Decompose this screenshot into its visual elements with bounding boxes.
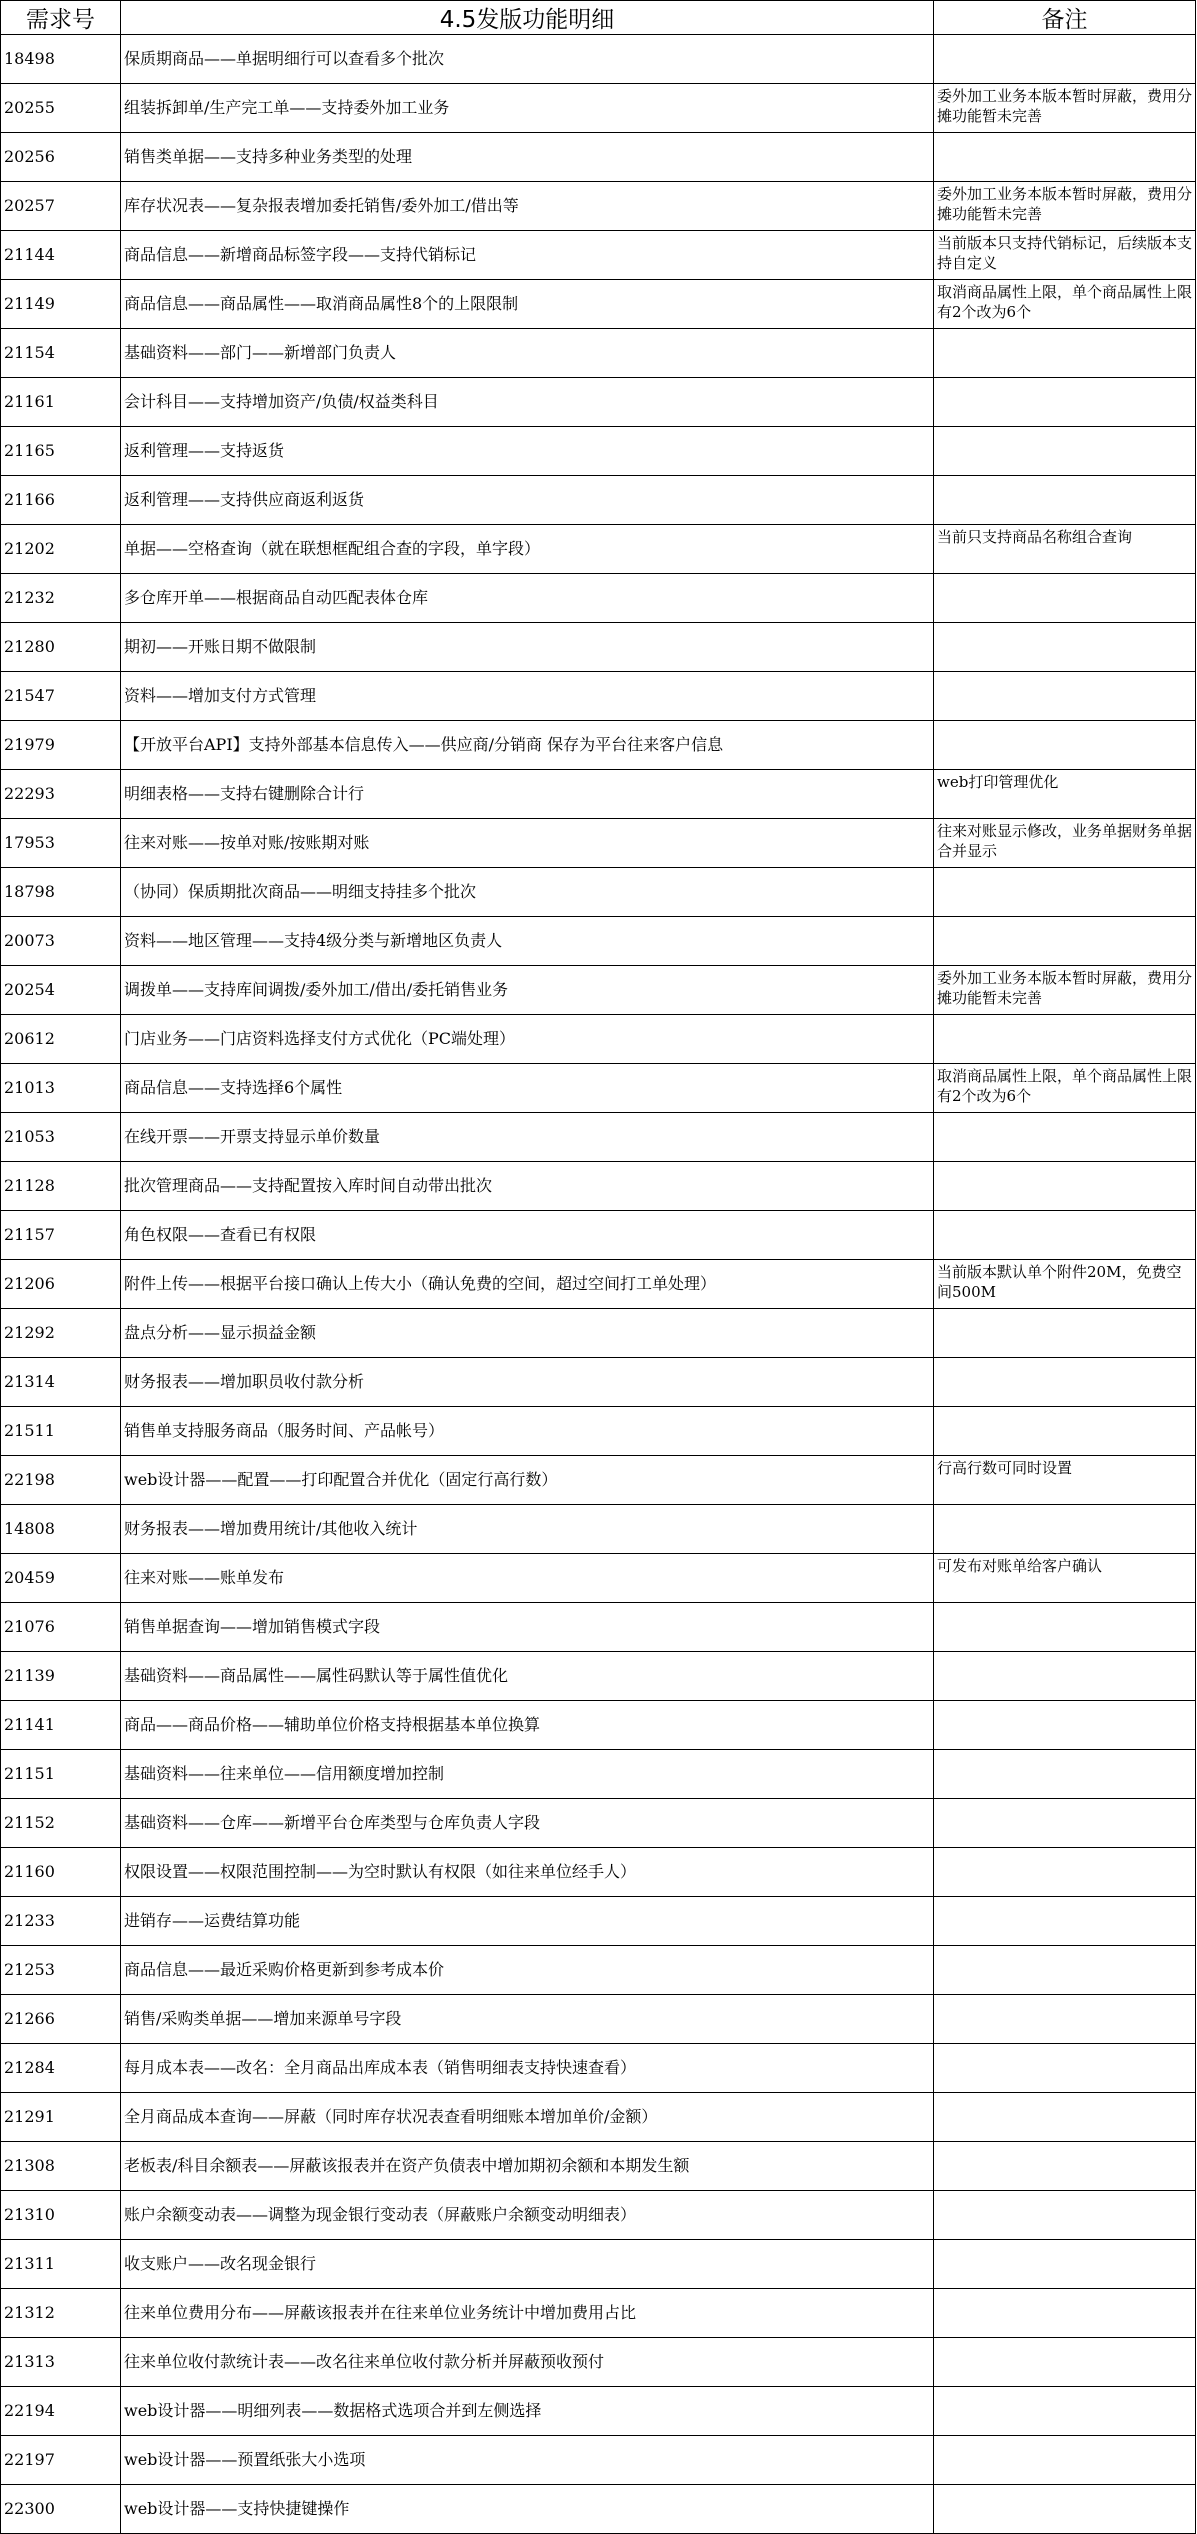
cell-id: 21013 bbox=[1, 1064, 121, 1113]
table-row bbox=[1, 1701, 1196, 1750]
cell-feature: 账户余额变动表——调整为现金银行变动表（屏蔽账户余额变动明细表） bbox=[121, 2191, 934, 2240]
cell-id: 20256 bbox=[1, 133, 121, 182]
cell-feature: web设计器——明细列表——数据格式选项合并到左侧选择 bbox=[121, 2387, 934, 2436]
cell-feature: 附件上传——根据平台接口确认上传大小（确认免费的空间，超过空间打工单处理） bbox=[121, 1260, 934, 1309]
cell-id: 20255 bbox=[1, 84, 121, 133]
cell-feature: 财务报表——增加职员收付款分析 bbox=[121, 1358, 934, 1407]
cell-feature: 全月商品成本查询——屏蔽（同时库存状况表查看明细账本增加单价/金额） bbox=[121, 2093, 934, 2142]
cell-id: 21151 bbox=[1, 1750, 121, 1799]
table-row bbox=[1, 476, 1196, 525]
table-row bbox=[1, 1848, 1196, 1897]
table-row bbox=[1, 1897, 1196, 1946]
cell-id: 22293 bbox=[1, 770, 121, 819]
cell-note: 行高行数可同时设置 bbox=[934, 1456, 1196, 1505]
cell-note bbox=[934, 2485, 1196, 2534]
cell-id: 21128 bbox=[1, 1162, 121, 1211]
cell-feature: 进销存——运费结算功能 bbox=[121, 1897, 934, 1946]
cell-feature: 资料——增加支付方式管理 bbox=[121, 672, 934, 721]
cell-note bbox=[934, 1603, 1196, 1652]
cell-feature: 往来对账——按单对账/按账期对账 bbox=[121, 819, 934, 868]
cell-id: 21139 bbox=[1, 1652, 121, 1701]
cell-note bbox=[934, 1848, 1196, 1897]
cell-feature: 财务报表——增加费用统计/其他收入统计 bbox=[121, 1505, 934, 1554]
cell-id: 22198 bbox=[1, 1456, 121, 1505]
cell-feature: 销售/采购类单据——增加来源单号字段 bbox=[121, 1995, 934, 2044]
table-row bbox=[1, 84, 1196, 133]
cell-feature: 收支账户——改名现金银行 bbox=[121, 2240, 934, 2289]
cell-feature: 销售单支持服务商品（服务时间、产品帐号） bbox=[121, 1407, 934, 1456]
cell-note: 取消商品属性上限，单个商品属性上限有2个改为6个 bbox=[934, 280, 1196, 329]
cell-id: 21280 bbox=[1, 623, 121, 672]
cell-id: 14808 bbox=[1, 1505, 121, 1554]
table-row bbox=[1, 1505, 1196, 1554]
cell-feature: 单据——空格查询（就在联想框配组合查的字段，单字段） bbox=[121, 525, 934, 574]
table-row bbox=[1, 1799, 1196, 1848]
cell-feature: 在线开票——开票支持显示单价数量 bbox=[121, 1113, 934, 1162]
header-id: 需求号 bbox=[1, 1, 121, 35]
cell-feature: 明细表格——支持右键删除合计行 bbox=[121, 770, 934, 819]
cell-note bbox=[934, 2436, 1196, 2485]
cell-feature: 保质期商品——单据明细行可以查看多个批次 bbox=[121, 35, 934, 84]
cell-note: 委外加工业务本版本暂时屏蔽，费用分摊功能暂未完善 bbox=[934, 182, 1196, 231]
cell-id: 21202 bbox=[1, 525, 121, 574]
cell-note bbox=[934, 1995, 1196, 2044]
cell-note bbox=[934, 1358, 1196, 1407]
table-row bbox=[1, 1407, 1196, 1456]
cell-note: 往来对账显示修改，业务单据财务单据合并显示 bbox=[934, 819, 1196, 868]
table-row bbox=[1, 427, 1196, 476]
table-row bbox=[1, 2338, 1196, 2387]
cell-id: 21292 bbox=[1, 1309, 121, 1358]
cell-id: 21511 bbox=[1, 1407, 121, 1456]
cell-feature: 基础资料——仓库——新增平台仓库类型与仓库负责人字段 bbox=[121, 1799, 934, 1848]
cell-note bbox=[934, 1505, 1196, 1554]
cell-note bbox=[934, 1211, 1196, 1260]
cell-note bbox=[934, 35, 1196, 84]
table-row bbox=[1, 917, 1196, 966]
cell-feature: 商品信息——支持选择6个属性 bbox=[121, 1064, 934, 1113]
cell-note bbox=[934, 2240, 1196, 2289]
cell-feature: web设计器——配置——打印配置合并优化（固定行高行数） bbox=[121, 1456, 934, 1505]
cell-feature: 门店业务——门店资料选择支付方式优化（PC端处理） bbox=[121, 1015, 934, 1064]
table-row bbox=[1, 35, 1196, 84]
header-feature: 4.5发版功能明细 bbox=[121, 1, 934, 35]
cell-id: 21284 bbox=[1, 2044, 121, 2093]
cell-id: 21166 bbox=[1, 476, 121, 525]
cell-id: 21547 bbox=[1, 672, 121, 721]
cell-feature: 资料——地区管理——支持4级分类与新增地区负责人 bbox=[121, 917, 934, 966]
table-row bbox=[1, 966, 1196, 1015]
table-row bbox=[1, 2142, 1196, 2191]
table-row bbox=[1, 378, 1196, 427]
cell-note bbox=[934, 378, 1196, 427]
table-row bbox=[1, 2044, 1196, 2093]
cell-feature: 权限设置——权限范围控制——为空时默认有权限（如往来单位经手人） bbox=[121, 1848, 934, 1897]
cell-note bbox=[934, 2142, 1196, 2191]
table-body bbox=[1, 35, 1196, 2534]
cell-id: 20254 bbox=[1, 966, 121, 1015]
cell-feature: 往来单位费用分布——屏蔽该报表并在往来单位业务统计中增加费用占比 bbox=[121, 2289, 934, 2338]
table-row bbox=[1, 1113, 1196, 1162]
cell-feature: 每月成本表——改名：全月商品出库成本表（销售明细表支持快速查看） bbox=[121, 2044, 934, 2093]
cell-feature: 返利管理——支持供应商返利返货 bbox=[121, 476, 934, 525]
cell-id: 20073 bbox=[1, 917, 121, 966]
cell-id: 20257 bbox=[1, 182, 121, 231]
cell-id: 21152 bbox=[1, 1799, 121, 1848]
table-row bbox=[1, 1260, 1196, 1309]
table-row bbox=[1, 1456, 1196, 1505]
cell-feature: 基础资料——商品属性——属性码默认等于属性值优化 bbox=[121, 1652, 934, 1701]
cell-feature: 多仓库开单——根据商品自动匹配表体仓库 bbox=[121, 574, 934, 623]
table-row bbox=[1, 770, 1196, 819]
cell-id: 18498 bbox=[1, 35, 121, 84]
cell-note bbox=[934, 2093, 1196, 2142]
cell-note: 当前版本默认单个附件20M，免费空间500M bbox=[934, 1260, 1196, 1309]
header-note: 备注 bbox=[934, 1, 1196, 35]
table-row bbox=[1, 2093, 1196, 2142]
cell-feature: web设计器——预置纸张大小选项 bbox=[121, 2436, 934, 2485]
cell-note bbox=[934, 1015, 1196, 1064]
cell-note: web打印管理优化 bbox=[934, 770, 1196, 819]
table-row bbox=[1, 574, 1196, 623]
table-row bbox=[1, 721, 1196, 770]
cell-id: 21165 bbox=[1, 427, 121, 476]
cell-note bbox=[934, 868, 1196, 917]
table-row bbox=[1, 2191, 1196, 2240]
cell-feature: 【开放平台API】支持外部基本信息传入——供应商/分销商 保存为平台往来客户信息 bbox=[121, 721, 934, 770]
cell-note bbox=[934, 2387, 1196, 2436]
cell-note bbox=[934, 1946, 1196, 1995]
header-row bbox=[1, 1, 1196, 35]
cell-feature: web设计器——支持快捷键操作 bbox=[121, 2485, 934, 2534]
cell-note bbox=[934, 2191, 1196, 2240]
cell-feature: 销售单据查询——增加销售模式字段 bbox=[121, 1603, 934, 1652]
cell-id: 21232 bbox=[1, 574, 121, 623]
table-row bbox=[1, 1554, 1196, 1603]
cell-id: 21266 bbox=[1, 1995, 121, 2044]
table-row bbox=[1, 1015, 1196, 1064]
cell-id: 21160 bbox=[1, 1848, 121, 1897]
cell-id: 21076 bbox=[1, 1603, 121, 1652]
cell-id: 21161 bbox=[1, 378, 121, 427]
cell-id: 22194 bbox=[1, 2387, 121, 2436]
table-row bbox=[1, 2240, 1196, 2289]
table-row bbox=[1, 2485, 1196, 2534]
cell-feature: 组装拆卸单/生产完工单——支持委外加工业务 bbox=[121, 84, 934, 133]
cell-feature: 老板表/科目余额表——屏蔽该报表并在资产负债表中增加期初余额和本期发生额 bbox=[121, 2142, 934, 2191]
cell-note: 当前版本只支持代销标记，后续版本支持自定义 bbox=[934, 231, 1196, 280]
cell-note bbox=[934, 2338, 1196, 2387]
cell-feature: 会计科目——支持增加资产/负债/权益类科目 bbox=[121, 378, 934, 427]
table-row bbox=[1, 182, 1196, 231]
cell-note: 委外加工业务本版本暂时屏蔽，费用分摊功能暂未完善 bbox=[934, 966, 1196, 1015]
table-row bbox=[1, 1995, 1196, 2044]
cell-id: 21141 bbox=[1, 1701, 121, 1750]
cell-feature: 商品信息——商品属性——取消商品属性8个的上限限制 bbox=[121, 280, 934, 329]
cell-feature: 期初——开账日期不做限制 bbox=[121, 623, 934, 672]
table-row bbox=[1, 1358, 1196, 1407]
table-row bbox=[1, 1603, 1196, 1652]
cell-feature: 盘点分析——显示损益金额 bbox=[121, 1309, 934, 1358]
table-row bbox=[1, 1946, 1196, 1995]
cell-feature: 基础资料——部门——新增部门负责人 bbox=[121, 329, 934, 378]
table-row bbox=[1, 868, 1196, 917]
cell-note bbox=[934, 476, 1196, 525]
cell-id: 21291 bbox=[1, 2093, 121, 2142]
cell-note bbox=[934, 1407, 1196, 1456]
table-row bbox=[1, 1309, 1196, 1358]
cell-id: 21308 bbox=[1, 2142, 121, 2191]
cell-note: 取消商品属性上限，单个商品属性上限有2个改为6个 bbox=[934, 1064, 1196, 1113]
cell-feature: 库存状况表——复杂报表增加委托销售/委外加工/借出等 bbox=[121, 182, 934, 231]
cell-note bbox=[934, 623, 1196, 672]
table-row bbox=[1, 623, 1196, 672]
cell-feature: 销售类单据——支持多种业务类型的处理 bbox=[121, 133, 934, 182]
cell-note bbox=[934, 574, 1196, 623]
table-row bbox=[1, 2436, 1196, 2485]
cell-id: 21313 bbox=[1, 2338, 121, 2387]
cell-id: 21310 bbox=[1, 2191, 121, 2240]
cell-note bbox=[934, 1701, 1196, 1750]
cell-id: 21314 bbox=[1, 1358, 121, 1407]
table-row bbox=[1, 1064, 1196, 1113]
cell-id: 21206 bbox=[1, 1260, 121, 1309]
cell-note bbox=[934, 721, 1196, 770]
table-row bbox=[1, 231, 1196, 280]
cell-note bbox=[934, 1652, 1196, 1701]
table-row bbox=[1, 329, 1196, 378]
cell-note bbox=[934, 1113, 1196, 1162]
table-row bbox=[1, 525, 1196, 574]
cell-id: 21157 bbox=[1, 1211, 121, 1260]
cell-feature: 商品信息——最近采购价格更新到参考成本价 bbox=[121, 1946, 934, 1995]
table-row bbox=[1, 1162, 1196, 1211]
cell-id: 20459 bbox=[1, 1554, 121, 1603]
cell-note bbox=[934, 1162, 1196, 1211]
cell-feature: 基础资料——往来单位——信用额度增加控制 bbox=[121, 1750, 934, 1799]
table-row bbox=[1, 2387, 1196, 2436]
cell-feature: 往来单位收付款统计表——改名往来单位收付款分析并屏蔽预收预付 bbox=[121, 2338, 934, 2387]
cell-note: 可发布对账单给客户确认 bbox=[934, 1554, 1196, 1603]
cell-feature: 返利管理——支持返货 bbox=[121, 427, 934, 476]
cell-id: 18798 bbox=[1, 868, 121, 917]
cell-feature: 批次管理商品——支持配置按入库时间自动带出批次 bbox=[121, 1162, 934, 1211]
cell-id: 21154 bbox=[1, 329, 121, 378]
table-row bbox=[1, 672, 1196, 721]
cell-note bbox=[934, 1897, 1196, 1946]
cell-feature: 商品信息——新增商品标签字段——支持代销标记 bbox=[121, 231, 934, 280]
cell-feature: 往来对账——账单发布 bbox=[121, 1554, 934, 1603]
table-row bbox=[1, 2289, 1196, 2338]
cell-id: 17953 bbox=[1, 819, 121, 868]
cell-id: 20612 bbox=[1, 1015, 121, 1064]
cell-feature: 商品——商品价格——辅助单位价格支持根据基本单位换算 bbox=[121, 1701, 934, 1750]
cell-note bbox=[934, 672, 1196, 721]
table-row bbox=[1, 819, 1196, 868]
cell-feature: 调拨单——支持库间调拨/委外加工/借出/委托销售业务 bbox=[121, 966, 934, 1015]
table-row bbox=[1, 280, 1196, 329]
table-row bbox=[1, 1211, 1196, 1260]
cell-note bbox=[934, 1309, 1196, 1358]
cell-note bbox=[934, 427, 1196, 476]
cell-id: 22300 bbox=[1, 2485, 121, 2534]
cell-id: 21233 bbox=[1, 1897, 121, 1946]
cell-note: 委外加工业务本版本暂时屏蔽，费用分摊功能暂未完善 bbox=[934, 84, 1196, 133]
table-row bbox=[1, 133, 1196, 182]
cell-id: 21149 bbox=[1, 280, 121, 329]
cell-id: 21979 bbox=[1, 721, 121, 770]
cell-note bbox=[934, 133, 1196, 182]
cell-id: 21053 bbox=[1, 1113, 121, 1162]
cell-id: 21311 bbox=[1, 2240, 121, 2289]
cell-id: 21144 bbox=[1, 231, 121, 280]
cell-note bbox=[934, 1750, 1196, 1799]
cell-note: 当前只支持商品名称组合查询 bbox=[934, 525, 1196, 574]
cell-id: 22197 bbox=[1, 2436, 121, 2485]
cell-note bbox=[934, 1799, 1196, 1848]
cell-note bbox=[934, 329, 1196, 378]
cell-feature: 角色权限——查看已有权限 bbox=[121, 1211, 934, 1260]
cell-note bbox=[934, 917, 1196, 966]
cell-note bbox=[934, 2289, 1196, 2338]
cell-feature: （协同）保质期批次商品——明细支持挂多个批次 bbox=[121, 868, 934, 917]
table-row bbox=[1, 1652, 1196, 1701]
cell-id: 21312 bbox=[1, 2289, 121, 2338]
table-row bbox=[1, 1750, 1196, 1799]
cell-note bbox=[934, 2044, 1196, 2093]
cell-id: 21253 bbox=[1, 1946, 121, 1995]
